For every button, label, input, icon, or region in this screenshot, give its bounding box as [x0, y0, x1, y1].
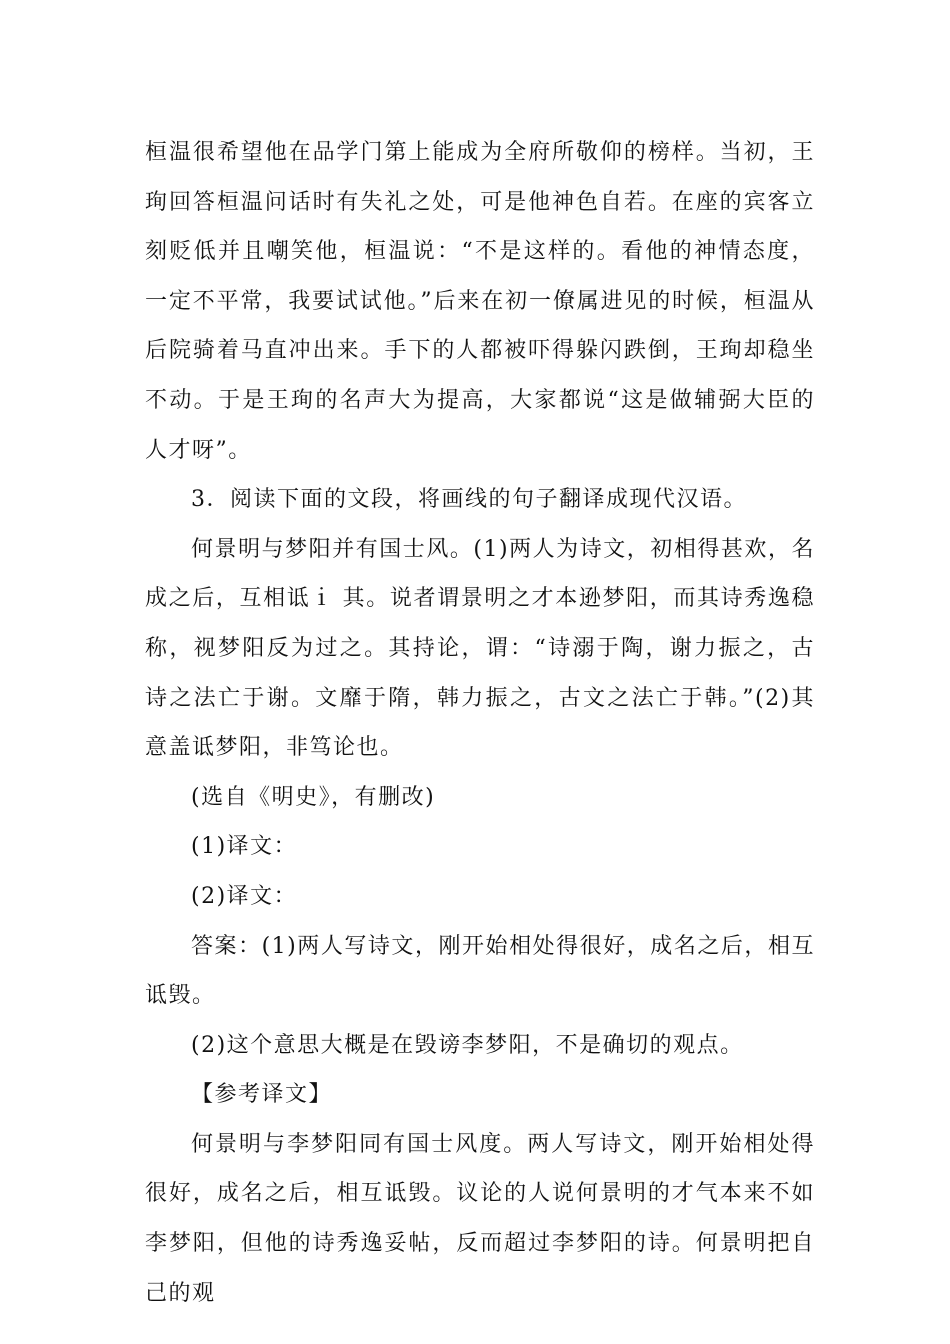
paragraph-source-note: (选自《明史》，有删改) [191, 784, 436, 810]
paragraph-reference-heading: 【参考译文】 [191, 1082, 333, 1108]
paragraph-huan-wen-story: 桓温很希望他在品学门第上能成为全府所敬仰的榜样。当初，王珣回答桓温问话时有失礼之处，可是他神色自若。在座的宾客立刻贬低并且嘲笑他，桓温说：“不是这样的。看他的神情态度，一定不平常，我要试试他。”后来在初一僚属进见的时候，桓温从后院骑着马直冲出来。手下的人都被吓得躲闪跌倒，王珣却稳坐不动。于是王珣的名声大为提高，大家都说“这是做辅弼大臣的人才呀”。 [145, 140, 815, 463]
document-body [145, 128, 815, 1318]
paragraph-reference-translation: 何景明与李梦阳同有国士风度。两人写诗文，刚开始相处得很好，成名之后，相互诋毁。议论的人说何景明的才气本来不如李梦阳，但他的诗秀逸妥帖，反而超过李梦阳的诗。何景明把自己的观 [145, 1131, 815, 1306]
paragraph-translation-2: (2)译文： [191, 883, 298, 909]
paragraph-question-3: 3．阅读下面的文段，将画线的句子翻译成现代汉语。 [191, 487, 747, 513]
paragraph-answer-2: (2)这个意思大概是在毁谤李梦阳，不是确切的观点。 [191, 1032, 744, 1058]
paragraph-answer-1: 答案：(1)两人写诗文，刚开始相处得很好，成名之后，相互诋毁。 [145, 933, 815, 1009]
paragraph-translation-1: (1)译文： [191, 834, 298, 860]
paragraph-classical-passage: 何景明与梦阳并有国士风。(1)两人为诗文，初相得甚欢，名成之后，互相诋ｉ 其。说者谓景明之才本逊梦阳，而其诗秀逸稳称，视梦阳反为过之。其持论，谓：“诗溺于陶，谢力振之，古诗之法亡于谢。文靡于隋，韩力振之，古文之法亡于韩。”(2)其意盖诋梦阳，非笃论也。 [145, 536, 815, 761]
